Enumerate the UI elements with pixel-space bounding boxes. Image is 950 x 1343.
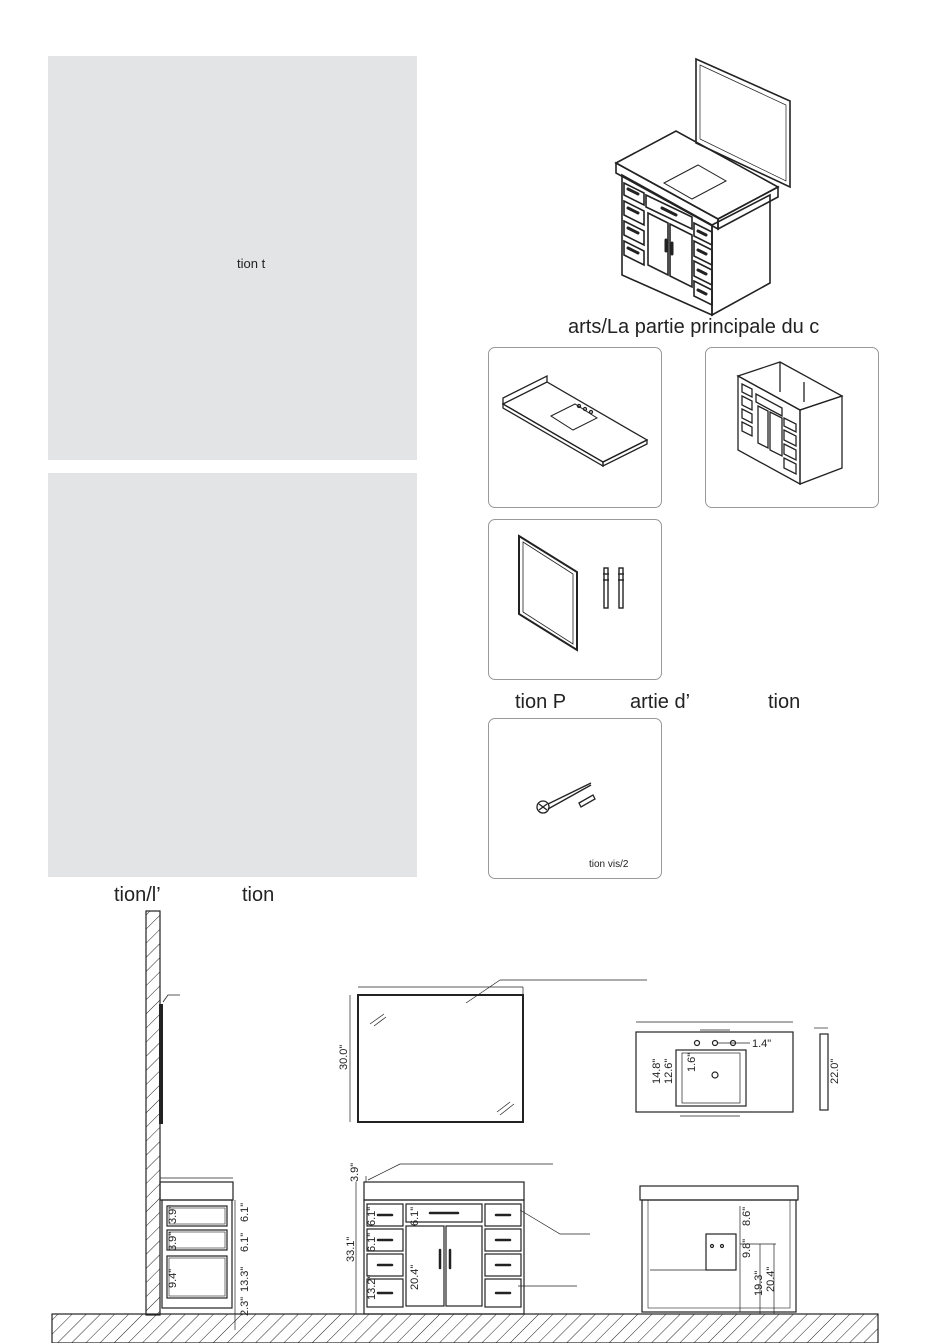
mirror-front-view [350,980,647,1122]
hardware-heading-mid: artie d’ [630,691,691,713]
dim-side-toe: 2.3" [239,1296,251,1316]
installation-heading-right: tion [242,884,275,906]
dim-top-sink-outer: 14.8" [651,1058,663,1084]
top-panel-text: tion t [237,256,266,271]
dim-back-d: 20.4" [765,1266,777,1292]
side-view-vanity [160,1178,235,1330]
dim-top-sink-small: 1.6" [686,1052,698,1072]
dim-mirror-height: 30.0" [338,1044,350,1070]
back-view-vanity [640,1186,798,1314]
dim-top-faucet-offset: 1.4" [752,1038,772,1050]
dim-front-height: 33.1" [345,1236,357,1262]
dim-front-drawer-b: 6.1" [366,1232,378,1252]
dim-front-drawer-a: 6.1" [366,1206,378,1226]
dim-back-b: 9.8" [741,1238,753,1258]
dim-front-drawer-d: 6.1" [409,1206,421,1226]
dim-back-a: 8.6" [741,1206,753,1226]
dim-side-face-b: 6.1" [239,1232,251,1252]
installation-heading-left: tion/l’ [114,884,161,906]
hardware-heading-left: tion P [515,691,567,713]
dim-front-door: 20.4" [409,1264,421,1290]
dim-back-c: 19.3" [753,1270,765,1296]
dim-side-face-a: 6.1" [239,1202,251,1222]
dim-front-backsplash: 3.9" [349,1162,361,1182]
dim-side-drawer-c: 9.4" [167,1268,179,1288]
floor-hatch [52,1314,878,1343]
dim-top-sink-inner: 12.6" [663,1058,675,1084]
dim-front-drawer-c: 13.2" [366,1274,378,1300]
screw-caption: tion vis/2 [589,859,629,870]
main-parts-heading: arts/La partie principale du c [568,316,820,338]
hardware-heading-right: tion [768,691,801,713]
dim-side-drawer-b: 3.9" [167,1231,179,1251]
dim-side-drawer-a: 3.9" [167,1204,179,1224]
dim-top-depth: 22.0" [829,1058,841,1084]
dim-side-face-c: 13.3" [239,1266,251,1292]
side-wall [146,911,180,1315]
side-view-dims [167,1203,251,1316]
